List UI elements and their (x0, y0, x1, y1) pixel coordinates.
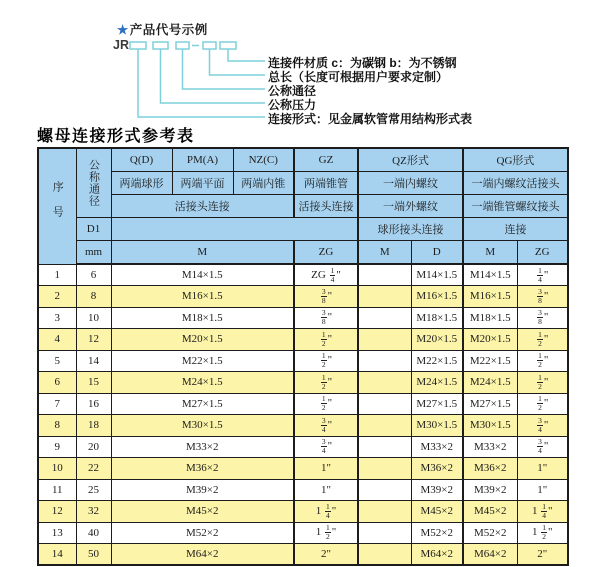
header-gz: GZ (294, 148, 358, 172)
header-d1: D1 (76, 218, 111, 241)
cell-gz: $\frac{1}{2}$ " (294, 372, 358, 394)
cell-gz: $\frac{3}{4}$ " (294, 415, 358, 437)
cell-qz-d: M64×2 (411, 544, 463, 566)
fraction: $\frac{1}{2}$ (321, 372, 326, 391)
table-row (38, 501, 568, 523)
code-label-pressure: 公称压力 (268, 98, 317, 112)
header-qz-desc2: 一端外螺纹 (358, 195, 463, 218)
cell-gz: 1" (294, 479, 358, 501)
leader-line (228, 49, 265, 61)
table-row (38, 415, 568, 437)
cell-no: 4 (38, 329, 76, 351)
cell-qz-m (358, 436, 411, 458)
header-q: Q(D) (111, 148, 172, 172)
cell-gz: $\frac{3}{8}$ " (294, 307, 358, 329)
cell-m: M52×2 (111, 522, 294, 544)
cell-gz: $\frac{3}{8}$ " (294, 286, 358, 308)
table-row (38, 307, 568, 329)
cell-gz: $\frac{1}{2}$ " (294, 350, 358, 372)
header-qg-zg: ZG (517, 241, 568, 265)
cell-m: M39×2 (111, 479, 294, 501)
cell-m: M64×2 (111, 544, 294, 566)
fraction: $\frac{1}{2}$ (538, 329, 542, 348)
cell-no: 1 (38, 264, 76, 286)
header-pm-desc: 两端平面 (172, 172, 233, 195)
cell-qz-d: M22×1.5 (411, 350, 463, 372)
fraction: $\frac{3}{8}$ (538, 286, 542, 305)
header-row-1 (38, 148, 568, 172)
header-row-2 (38, 172, 568, 195)
cell-qg-zg: $\frac{1}{2}$ " (517, 372, 568, 394)
cell-qg-zg: 2" (517, 544, 568, 566)
header-row-3 (38, 195, 568, 218)
cell-qz-m (358, 501, 411, 523)
cell-no: 3 (38, 307, 76, 329)
header-gz-conn: 活接头连接 (294, 195, 358, 218)
cell-qz-m (358, 522, 411, 544)
cell-qz-m (358, 307, 411, 329)
cell-qz-d: M16×1.5 (411, 286, 463, 308)
code-box (203, 42, 216, 49)
table-row (38, 350, 568, 372)
cell-qz-m (358, 458, 411, 480)
cell-qg-m: M18×1.5 (463, 307, 517, 329)
cell-qg-m: M39×2 (463, 479, 517, 501)
header-nz-desc: 两端内锥 (233, 172, 294, 195)
cell-qg-m: M36×2 (463, 458, 517, 480)
cell-no: 10 (38, 458, 76, 480)
code-box (176, 42, 189, 49)
table-row (38, 264, 568, 286)
cell-dn: 18 (76, 415, 111, 437)
cell-m: M27×1.5 (111, 393, 294, 415)
cell-qz-d: M30×1.5 (411, 415, 463, 437)
cell-m: M14×1.5 (111, 264, 294, 286)
cell-qz-d: M39×2 (411, 479, 463, 501)
header-dn: 公称通径 (76, 148, 111, 218)
fraction: $\frac{1}{4}$ (538, 265, 542, 284)
table-row (38, 329, 568, 351)
cell-qg-zg: $\frac{3}{4}$ " (517, 415, 568, 437)
cell-qz-d: M36×2 (411, 458, 463, 480)
header-nz: NZ(C) (233, 148, 294, 172)
cell-qg-m: M52×2 (463, 522, 517, 544)
cell-qg-zg: $\frac{3}{8}$ " (517, 286, 568, 308)
cell-no: 2 (38, 286, 76, 308)
cell-no: 5 (38, 350, 76, 372)
cell-qg-zg: $\frac{1}{2}$ " (517, 393, 568, 415)
header-row-4 (38, 218, 568, 241)
cell-qz-d: M27×1.5 (411, 393, 463, 415)
cell-qg-m: M33×2 (463, 436, 517, 458)
header-qz-d: D (411, 241, 463, 265)
header-pm: PM(A) (172, 148, 233, 172)
table-row (38, 544, 568, 566)
code-label-diameter: 公称通径 (268, 84, 317, 98)
cell-dn: 8 (76, 286, 111, 308)
nut-connection-table (37, 147, 569, 566)
code-label-length: 总长（长度可根据用户要求定制） (268, 70, 449, 84)
cell-qg-m: M14×1.5 (463, 264, 517, 286)
cell-qg-zg: $\frac{3}{8}$ " (517, 307, 568, 329)
cell-gz: $\frac{1}{2}$ " (294, 329, 358, 351)
cell-no: 8 (38, 415, 76, 437)
cell-gz: $\frac{3}{4}$ " (294, 436, 358, 458)
fraction: $\frac{3}{4}$ (321, 437, 326, 456)
fraction: $\frac{1}{2}$ (538, 394, 542, 413)
cell-qg-zg: 1 $\frac{1}{4}$ " (517, 501, 568, 523)
cell-qg-m: M16×1.5 (463, 286, 517, 308)
cell-qz-d: M24×1.5 (411, 372, 463, 394)
cell-qg-zg: $\frac{3}{4}$ " (517, 436, 568, 458)
cell-qz-d: M52×2 (411, 522, 463, 544)
code-box (153, 42, 168, 49)
cell-m: M33×2 (111, 436, 294, 458)
fraction: $\frac{1}{2}$ (321, 329, 326, 348)
cell-dn: 25 (76, 479, 111, 501)
table-row (38, 436, 568, 458)
cell-gz: 1 $\frac{1}{2}$ " (294, 522, 358, 544)
fraction: $\frac{3}{8}$ (538, 308, 542, 327)
header-qz-conn: 球形接头连接 (358, 218, 463, 241)
cell-gz: 2" (294, 544, 358, 566)
leader-line (210, 49, 266, 75)
cell-qz-d: M33×2 (411, 436, 463, 458)
table-body (38, 264, 568, 565)
cell-qg-zg: $\frac{1}{2}$ " (517, 329, 568, 351)
fraction: $\frac{3}{4}$ (538, 415, 542, 434)
fraction: $\frac{1}{2}$ (542, 523, 546, 542)
cell-m: M18×1.5 (111, 307, 294, 329)
cell-qg-m: M64×2 (463, 544, 517, 566)
header-empty (111, 218, 358, 241)
header-gz-desc: 两端锥管 (294, 172, 358, 195)
code-box (220, 42, 236, 49)
header-unit-zg: ZG (294, 241, 358, 265)
table-title: 螺母连接形式参考表 (37, 128, 195, 145)
cell-dn: 10 (76, 307, 111, 329)
cell-qg-m: M30×1.5 (463, 415, 517, 437)
table-row (38, 372, 568, 394)
cell-m: M22×1.5 (111, 350, 294, 372)
cell-m: M36×2 (111, 458, 294, 480)
fraction: $\frac{3}{8}$ (321, 286, 326, 305)
cell-gz: $\frac{1}{2}$ " (294, 393, 358, 415)
leader-line (183, 49, 266, 89)
cell-dn: 6 (76, 264, 111, 286)
cell-qz-m (358, 479, 411, 501)
cell-m: M16×1.5 (111, 286, 294, 308)
cell-dn: 40 (76, 522, 111, 544)
header-qg-desc1: 一端内螺纹活接头 (463, 172, 568, 195)
cell-qz-m (358, 286, 411, 308)
cell-qz-m (358, 393, 411, 415)
cell-qz-m (358, 372, 411, 394)
table-row (38, 522, 568, 544)
cell-m: M24×1.5 (111, 372, 294, 394)
cell-qz-m (358, 415, 411, 437)
leader-line (161, 49, 266, 103)
fraction: $\frac{3}{4}$ (538, 437, 542, 456)
header-qz-desc1: 一端内螺纹 (358, 172, 463, 195)
cell-qz-m (358, 544, 411, 566)
header-qz: QZ形式 (358, 148, 463, 172)
cell-dn: 12 (76, 329, 111, 351)
cell-qg-m: M20×1.5 (463, 329, 517, 351)
cell-gz: ZG $\frac{1}{4}$ " (294, 264, 358, 286)
cell-dn: 32 (76, 501, 111, 523)
cell-qz-d: M18×1.5 (411, 307, 463, 329)
cell-no: 12 (38, 501, 76, 523)
cell-m: M30×1.5 (111, 415, 294, 437)
cell-gz: 1" (294, 458, 358, 480)
leader-line (138, 49, 265, 117)
cell-dn: 14 (76, 350, 111, 372)
diagram-title-text: 产品代号示例 (129, 23, 208, 37)
cell-m: M45×2 (111, 501, 294, 523)
cell-no: 13 (38, 522, 76, 544)
cell-qg-m: M45×2 (463, 501, 517, 523)
cell-qg-zg: 1" (517, 479, 568, 501)
cell-qg-zg: 1" (517, 458, 568, 480)
fraction: $\frac{1}{2}$ (321, 351, 326, 370)
cell-qz-m (358, 329, 411, 351)
code-label-connection: 连接形式：见金属软管常用结构形式表 (268, 112, 473, 126)
cell-qz-d: M14×1.5 (411, 264, 463, 286)
table-row (38, 286, 568, 308)
cell-dn: 22 (76, 458, 111, 480)
header-qg-m: M (463, 241, 517, 265)
cell-qg-zg: 1 $\frac{1}{2}$ " (517, 522, 568, 544)
cell-qz-m (358, 350, 411, 372)
cell-no: 7 (38, 393, 76, 415)
cell-qz-d: M45×2 (411, 501, 463, 523)
header-qg: QG形式 (463, 148, 568, 172)
header-union-conn: 活接头连接 (111, 195, 294, 218)
fraction: $\frac{3}{8}$ (321, 308, 326, 327)
fraction: $\frac{1}{2}$ (538, 351, 542, 370)
header-seq: 序号 (38, 148, 76, 264)
cell-dn: 50 (76, 544, 111, 566)
code-box (130, 42, 146, 49)
cell-dn: 16 (76, 393, 111, 415)
fraction: $\frac{3}{4}$ (321, 415, 326, 434)
fraction: $\frac{1}{4}$ (542, 501, 546, 520)
cell-m: M20×1.5 (111, 329, 294, 351)
cell-dn: 15 (76, 372, 111, 394)
header-row-5 (38, 241, 568, 265)
cell-no: 11 (38, 479, 76, 501)
header-qz-m: M (358, 241, 411, 265)
header-unit-m: M (111, 241, 294, 265)
cell-qz-d: M20×1.5 (411, 329, 463, 351)
header-qg-desc2: 一端锥管螺纹接头 (463, 195, 568, 218)
code-label-material: 连接件材质 c：为碳钢 b：为不锈钢 (268, 56, 457, 70)
cell-qz-m (358, 264, 411, 286)
cell-qg-m: M27×1.5 (463, 393, 517, 415)
cell-qg-zg: $\frac{1}{2}$ " (517, 350, 568, 372)
cell-no: 14 (38, 544, 76, 566)
fraction: $\frac{1}{4}$ (326, 501, 330, 520)
cell-qg-m: M22×1.5 (463, 350, 517, 372)
cell-dn: 20 (76, 436, 111, 458)
fraction: $\frac{1}{4}$ (330, 265, 335, 284)
cell-qg-zg: $\frac{1}{4}$ " (517, 264, 568, 286)
cell-qg-m: M24×1.5 (463, 372, 517, 394)
header-mm: mm (76, 241, 111, 265)
star-icon: ★ (117, 23, 129, 37)
fraction: $\frac{1}{2}$ (538, 372, 542, 391)
table-row (38, 458, 568, 480)
fraction: $\frac{1}{2}$ (321, 394, 326, 413)
cell-gz: 1 $\frac{1}{4}$ " (294, 501, 358, 523)
cell-no: 9 (38, 436, 76, 458)
table-row (38, 393, 568, 415)
fraction: $\frac{1}{2}$ (326, 523, 330, 542)
header-q-desc: 两端球形 (111, 172, 172, 195)
header-qg-conn: 连接 (463, 218, 568, 241)
code-prefix: JR (113, 38, 129, 52)
cell-no: 6 (38, 372, 76, 394)
table-row (38, 479, 568, 501)
